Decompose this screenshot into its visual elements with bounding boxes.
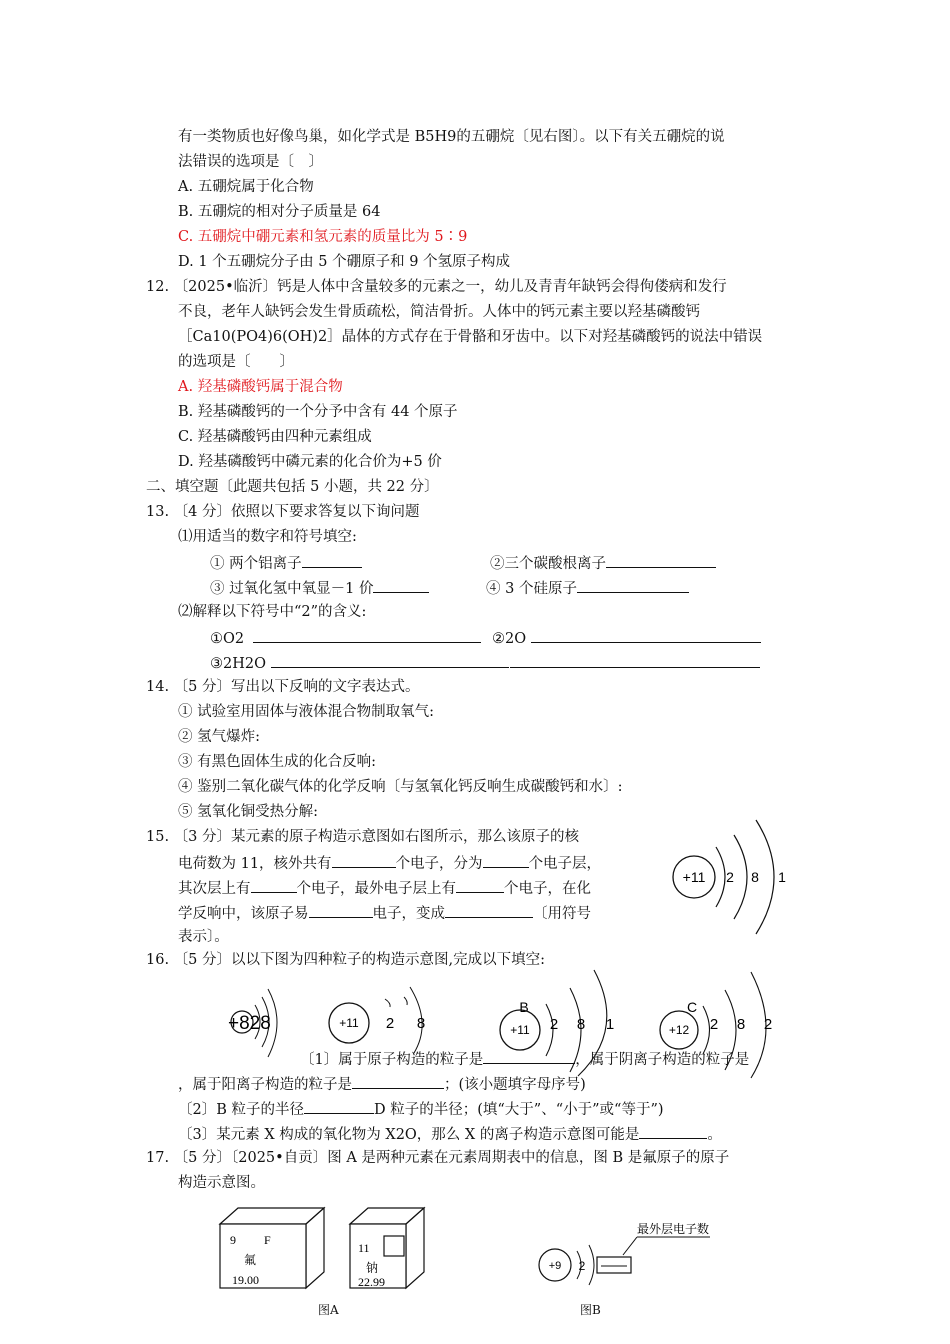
answer-blank[interactable]: [483, 852, 529, 868]
shell-electrons: 1: [605, 1016, 615, 1033]
q11-option-b: B. 五硼烷的相对分子质量是 64: [178, 204, 381, 220]
shell-electrons: 2: [549, 1016, 559, 1033]
particle-label: B: [519, 999, 529, 1015]
answer-blank[interactable]: [309, 902, 373, 918]
answer-blank[interactable]: [445, 902, 533, 918]
q13-symbol3-extra: [510, 652, 760, 674]
q13-item4: ④ 3 个硅原子: [486, 577, 689, 599]
answer-blank[interactable]: [639, 1123, 707, 1139]
q12-line3: ［Ca10(PO4)6(OH)2］晶体的方式存在于骨骼和牙齿中。以下对羟基磷酸钙的说法中错误: [178, 329, 763, 345]
shell-electrons: 8: [751, 869, 759, 885]
q12-line2: 不良，老年人缺钙会发生骨质疏松，简洁骨折。人体中的钙元素主要以羟基磷酸钙: [178, 304, 700, 320]
q15-line3: 其次层上有 个电子，最外电子层上有 个电子，在化: [178, 877, 591, 899]
element-name: 钠: [366, 1261, 379, 1275]
nucleus-charge: +12: [668, 1023, 690, 1037]
q11-option-d: D. 1 个五硼烷分子由 5 个硼原子和 9 个氢原子构成: [178, 254, 511, 270]
nucleus-charge: +9: [548, 1260, 562, 1272]
q12-line4: 的选项是〔 〕: [178, 354, 294, 370]
q12-option-b: B. 羟基磷酸钙的一个分予中含有 44 个原子: [178, 404, 458, 420]
q15-atom-diagram: [668, 815, 808, 940]
atomic-mass: 22.99: [358, 1275, 385, 1289]
outer-shell-blank-box: [597, 1257, 631, 1273]
q11-line2: 法错误的选项是〔 〕: [178, 154, 323, 170]
shell-electrons: 8: [416, 1015, 426, 1032]
nucleus-charge: +11: [682, 869, 706, 885]
q13-symbol1: ①O2: [210, 627, 481, 649]
particle-a-diagram: [222, 985, 292, 1063]
figure-a-caption: 图A: [318, 1303, 339, 1317]
q16-sub3: 〔3〕某元素 X 构成的氧化物为 X2O，那么 X 的离子构造示意图可能是 。: [178, 1123, 722, 1145]
q15-line5: 表示〕。: [178, 929, 229, 945]
particle-d-diagram: [328, 985, 438, 1055]
q13-part2: ⑵解释以下符号中“2”的含义:: [178, 604, 367, 620]
answer-blank[interactable]: [253, 627, 481, 643]
answer-blank[interactable]: [332, 852, 396, 868]
q13-item1: ① 两个铝离子: [210, 552, 362, 574]
shell-electrons: 2: [385, 1015, 395, 1032]
q14-item4: ④ 鉴别二氧化碳气体的化学反响〔与氢氧化钙反响生成碳酸钙和水〕:: [178, 779, 623, 795]
q11-line1: 有一类物质也好像鸟巢，如化学式是 B5H9的五硼烷〔见右图〕。以下有关五硼烷的说: [178, 129, 725, 145]
q13-title: 13. 〔4 分〕依照以下要求答复以下询问题: [146, 504, 420, 520]
q12-option-c: C. 羟基磷酸钙由四种元素组成: [178, 429, 372, 445]
answer-blank[interactable]: [304, 1098, 374, 1114]
q15-line1: 15. 〔3 分〕某元素的原子构造示意图如右图所示，那么该原子的核: [146, 829, 580, 845]
q12-line1: 12. 〔2025•临沂〕钙是人体中含量较多的元素之一，幼儿及青青年缺钙会得佝偻病和发行: [146, 279, 727, 295]
q15-line2: 电荷数为 11，核外共有 个电子，分为 个电子层，: [178, 852, 601, 874]
q17-line1: 17. 〔5 分〕〔2025•自贡〕图 A 是两种元素在元素周期表中的信息，图 B 是氟原子的原子: [146, 1150, 730, 1166]
q14-item3: ③ 有黑色固体生成的化合反响:: [178, 754, 376, 770]
q14-title: 14. 〔5 分〕写出以下反响的文字表达式。: [146, 679, 420, 695]
shell-electrons: 2: [763, 1016, 773, 1033]
shell-electrons: 8: [576, 1016, 586, 1033]
answer-blank[interactable]: [606, 552, 716, 568]
fluorine-atom-diagram: [535, 1215, 735, 1295]
answer-blank[interactable]: [302, 552, 362, 568]
answer-blank[interactable]: [456, 877, 504, 893]
q12-option-a: A. 羟基磷酸钙属于混合物: [178, 379, 343, 395]
atomic-number: 9: [230, 1233, 236, 1247]
q14-item1: ① 试验室用固体与液体混合物制取氧气:: [178, 704, 434, 720]
q16-sub1-line2: ，属于阳离子构造的粒子是 ；(该小题填字母序号): [178, 1073, 586, 1095]
section-heading: 二、填空题〔此题共包括 5 小题，共 22 分〕: [146, 479, 439, 495]
answer-blank[interactable]: [352, 1073, 444, 1089]
shell-electrons: 8: [736, 1016, 746, 1033]
q17-line2: 构造示意图。: [178, 1175, 265, 1191]
element-symbol: F: [264, 1233, 271, 1247]
answer-blank[interactable]: [483, 1048, 575, 1064]
outer-electrons-label: 最外层电子数: [637, 1222, 710, 1236]
particle-a-text: +828: [228, 1013, 271, 1034]
element-name: 氟: [244, 1253, 257, 1267]
particle-label: C: [686, 999, 698, 1015]
q11-option-a: A. 五硼烷属于化合物: [178, 179, 314, 195]
q13-symbol3: ③2H2O: [210, 652, 509, 674]
element-cell-sodium: [350, 1208, 430, 1298]
q14-item2: ② 氢气爆炸:: [178, 729, 260, 745]
atomic-number: 11: [358, 1241, 370, 1255]
answer-blank[interactable]: [271, 652, 509, 668]
answer-blank[interactable]: [251, 877, 297, 893]
q13-item2: ②三个碳酸根离子: [490, 552, 716, 574]
q11-option-c: C. 五硼烷中硼元素和氢元素的质量比为 5∶9: [178, 229, 468, 245]
q13-item3: ③ 过氧化氢中氧显－1 价: [210, 577, 429, 599]
q14-item5: ⑤ 氢氧化铜受热分解:: [178, 804, 318, 820]
shell-electrons: 2: [709, 1016, 719, 1033]
nucleus-charge: +11: [510, 1023, 530, 1037]
answer-blank[interactable]: [531, 627, 761, 643]
answer-blank[interactable]: [510, 652, 760, 668]
q16-sub2: 〔2〕B 粒子的半径 D 粒子的半径；(填“大于”、“小于”或“等于”): [178, 1098, 664, 1120]
shell-electrons: 1: [778, 869, 786, 885]
q16-sub1-line1: 〔1〕属于原子构造的粒子是 ，属于阴离子构造的粒子是: [300, 1048, 749, 1070]
shell-electrons: 2: [578, 1259, 586, 1273]
q13-symbol2: ②2O: [492, 627, 761, 649]
figure-b-caption: 图B: [580, 1303, 601, 1317]
atomic-mass: 19.00: [232, 1273, 259, 1287]
answer-blank[interactable]: [577, 577, 689, 593]
nucleus-charge: +11: [339, 1016, 359, 1030]
q13-part1: ⑴用适当的数字和符号填空:: [178, 529, 357, 545]
q12-option-d: D. 羟基磷酸钙中磷元素的化合价为+5 价: [178, 454, 442, 470]
element-cell-fluorine: [220, 1208, 330, 1298]
q15-line4: 学反响中，该原子易 电子，变成 〔用符号: [178, 902, 591, 924]
q16-title: 16. 〔5 分〕以以下图为四种粒子的构造示意图,完成以下填空:: [146, 952, 545, 968]
shell-electrons: 2: [726, 869, 734, 885]
answer-blank[interactable]: [373, 577, 429, 593]
